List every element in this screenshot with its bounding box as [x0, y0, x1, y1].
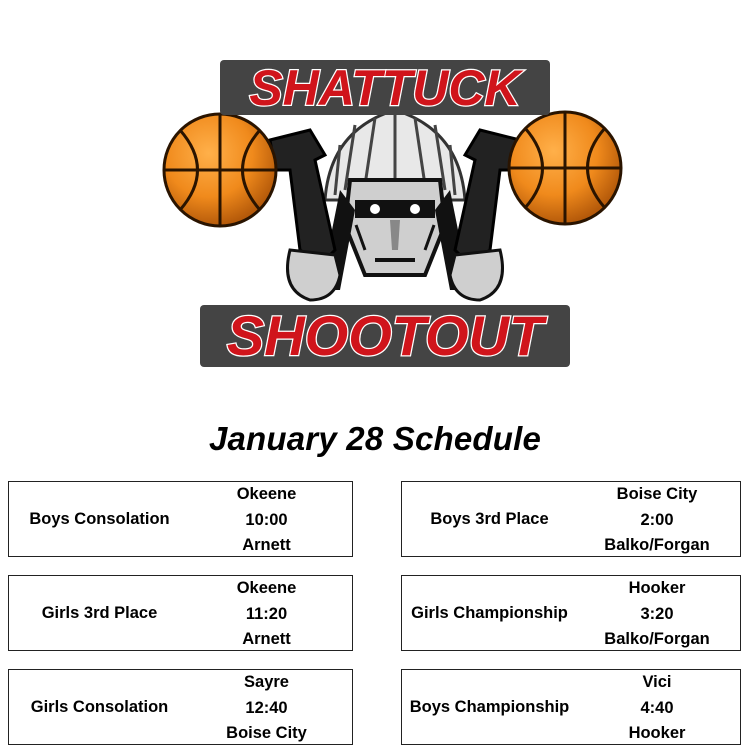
game-card [401, 575, 741, 651]
team-2: Hooker [628, 724, 686, 742]
pistol-left-icon [270, 130, 340, 300]
logo-top-word: SHATTUCK [249, 60, 521, 116]
basketball-right-icon [509, 112, 621, 224]
game-time: 4:40 [640, 698, 674, 717]
chief-face-icon [320, 180, 470, 290]
team-1: Okeene [236, 485, 297, 503]
game-card [8, 669, 353, 745]
game-card [401, 481, 741, 557]
team-1: Okeene [236, 579, 297, 597]
game-name: Girls Championship [411, 603, 568, 622]
logo-bottom-banner [200, 304, 570, 367]
shattuck-shootout-logo [160, 50, 630, 390]
game-card [401, 669, 741, 745]
schedule-title: January 28 Schedule [208, 420, 542, 457]
game-time: 2:00 [640, 510, 674, 529]
logo-top-banner [220, 60, 550, 116]
team-1: Vici [642, 673, 672, 691]
basketball-left-icon [164, 114, 276, 226]
game-name: Boys 3rd Place [430, 509, 549, 528]
team-2: Boise City [226, 724, 307, 742]
team-2: Arnett [242, 536, 291, 554]
game-time: 12:40 [245, 698, 288, 717]
game-name: Boys Consolation [29, 509, 170, 528]
team-1: Sayre [244, 673, 289, 691]
game-time: 3:20 [640, 604, 674, 623]
team-2: Arnett [242, 630, 291, 648]
game-name: Girls 3rd Place [41, 603, 158, 622]
team-1: Boise City [616, 485, 698, 503]
game-name: Girls Consolation [30, 697, 169, 716]
team-2: Balko/Forgan [604, 630, 710, 648]
game-time: 10:00 [245, 510, 288, 529]
team-1: Hooker [628, 579, 686, 597]
game-card [8, 481, 353, 557]
team-2: Balko/Forgan [604, 536, 710, 554]
game-name: Boys Championship [409, 697, 570, 716]
game-card [8, 575, 353, 651]
game-time: 11:20 [245, 604, 288, 623]
logo-bottom-word: SHOOTOUT [226, 304, 544, 367]
